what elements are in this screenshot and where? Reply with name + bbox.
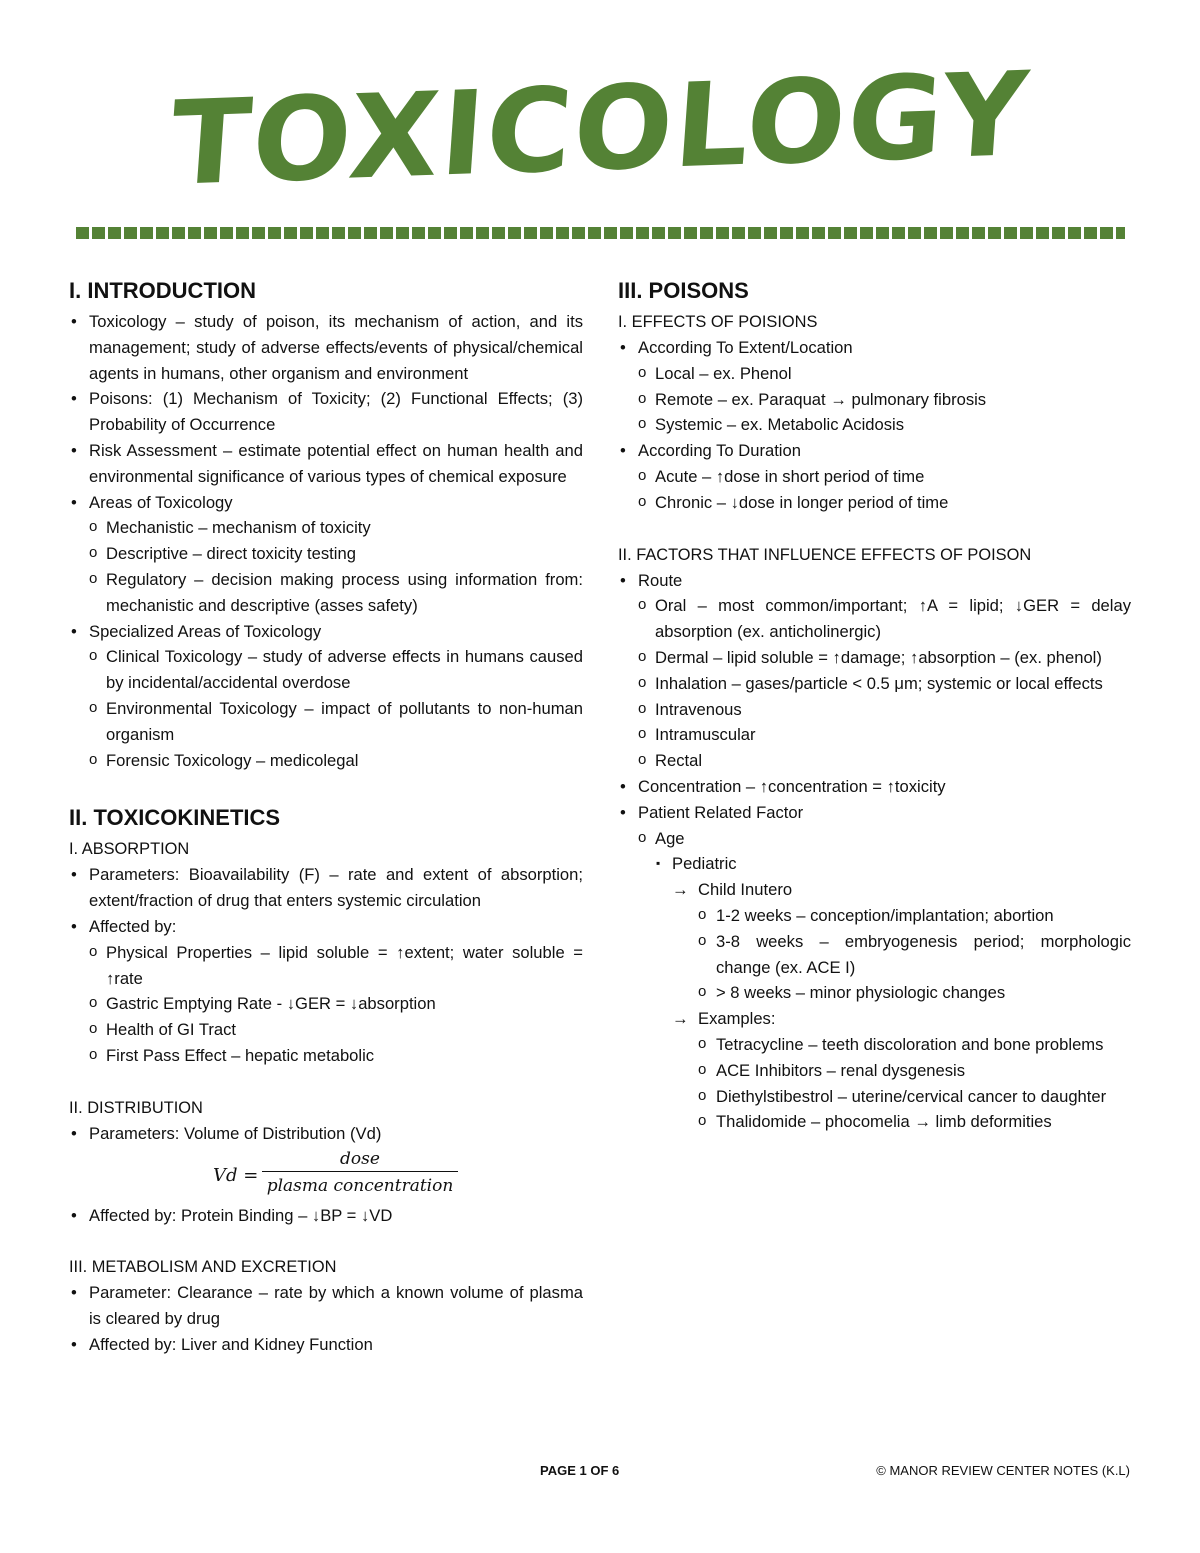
sub-list-item: o Systemic – ex. Metabolic Acidosis (618, 412, 1131, 438)
list-item: • According To Extent/Location (618, 335, 1131, 361)
page-title: TOXICOLOGY (166, 47, 1034, 212)
intro-heading: I. INTRODUCTION (69, 278, 256, 303)
sub-list-item: o Remote – ex. Paraquat → pulmonary fibrosis (618, 387, 1131, 413)
sub-list-item: o Inhalation – gases/particle < 0.5 μm; systemic or local effects (618, 671, 1131, 697)
intro-list (69, 309, 583, 773)
page-number: PAGE 1 OF 6 (540, 1463, 620, 1478)
sub-list-item: o Mechanistic – mechanism of toxicity (69, 515, 583, 541)
deep-list-item: o > 8 weeks – minor physiologic changes (618, 980, 1131, 1006)
arrow-list-item: → Examples: (618, 1006, 1131, 1032)
deep-list-item: o ACE Inhibitors – renal dysgenesis (618, 1058, 1131, 1084)
sub-list-item: o Intravenous (618, 697, 1131, 723)
sub-list-item: o Oral – most common/important; ↑A = lipid; ↓GER = delay absorption (ex. anticholinergic) (618, 593, 1131, 645)
sub-list-item: o Intramuscular (618, 722, 1131, 748)
list-item: • According To Duration (618, 438, 1131, 464)
list-item: • Poisons: (1) Mechanism of Toxicity; (2) Functional Effects; (3) Probability of Occurrence (69, 386, 583, 438)
sub-list-item: o Gastric Emptying Rate - ↓GER = ↓absorption (69, 991, 583, 1017)
list-item: • Parameters: Bioavailability (F) – rate and extent of absorption; extent/fraction of drug that enters systemic circulation (69, 862, 583, 914)
deep-list-item: o 1-2 weeks – conception/implantation; abortion (618, 903, 1131, 929)
list-item: • Patient Related Factor (618, 800, 1131, 826)
effects-list (618, 335, 1131, 516)
distribution-affected-list (69, 1203, 583, 1229)
sub-list-item: o First Pass Effect – hepatic metabolic (69, 1043, 583, 1069)
spacer (618, 516, 1131, 542)
sub-list-item: o Acute – ↑dose in short period of time (618, 464, 1131, 490)
distribution-list (69, 1121, 583, 1147)
sub-list-item: o Dermal – lipid soluble = ↑damage; ↑absorption – (ex. phenol) (618, 645, 1131, 671)
formula-numerator: dose (262, 1147, 458, 1172)
deep-list-item: o Tetracycline – teeth discoloration and bone problems (618, 1032, 1131, 1058)
spacer (69, 1069, 583, 1095)
metabolism-heading: III. METABOLISM AND EXCRETION (69, 1258, 337, 1277)
list-item: • Toxicology – study of poison, its mechanism of action, and its management; study of adverse effects/events of physical/chemical agents in humans, other organism and environment (69, 309, 583, 386)
formula-lhs: Vd = (213, 1164, 259, 1186)
deep-list-item: o Thalidomide – phocomelia → limb deformities (618, 1109, 1131, 1135)
deep-list-item: o Diethylstibestrol – uterine/cervical cancer to daughter (618, 1084, 1131, 1110)
toxicokinetics-heading: II. TOXICOKINETICS (69, 805, 281, 831)
absorption-heading: I. ABSORPTION (69, 840, 190, 859)
sub-sub-list-item: ▪ Pediatric (618, 851, 1131, 877)
list-item: • Affected by: Liver and Kidney Function (69, 1332, 583, 1358)
absorption-list (69, 862, 583, 1068)
sub-list-item: o Descriptive – direct toxicity testing (69, 541, 583, 567)
vd-formula (69, 1147, 583, 1203)
list-item: • Affected by: (69, 914, 583, 940)
left-column (69, 276, 583, 1358)
list-item: • Route (618, 568, 1131, 594)
formula-denominator: plasma concentration (266, 1175, 454, 1196)
sub-list-item: o Age (618, 826, 1131, 852)
footer-credit: © MANOR REVIEW CENTER NOTES (K.L) (876, 1463, 1130, 1478)
sub-list-item: o Environmental Toxicology – impact of pollutants to non-human organism (69, 696, 583, 748)
arrow-list-item: → Child Inutero (618, 877, 1131, 903)
sub-list-item: o Physical Properties – lipid soluble = ↑extent; water soluble = ↑rate (69, 940, 583, 992)
list-item: • Concentration – ↑concentration = ↑toxicity (618, 774, 1131, 800)
sub-list-item: o Forensic Toxicology – medicolegal (69, 748, 583, 774)
factors-heading: II. FACTORS THAT INFLUENCE EFFECTS OF POISON (618, 545, 1032, 564)
sub-list-item: o Chronic – ↓dose in longer period of time (618, 490, 1131, 516)
spacer (69, 773, 583, 803)
list-item: • Affected by: Protein Binding – ↓BP = ↓VD (69, 1203, 583, 1229)
list-item: • Parameters: Volume of Distribution (Vd) (69, 1121, 583, 1147)
list-item: • Risk Assessment – estimate potential effect on human health and environmental significance of various types of chemical exposure (69, 438, 583, 490)
sub-list-item: o Regulatory – decision making process using information from: mechanistic and descriptive (asses safety) (69, 567, 583, 619)
spacer (69, 1228, 583, 1254)
poisons-heading: III. POISONS (618, 278, 749, 303)
list-item: • Areas of Toxicology (69, 490, 583, 516)
metabolism-list (69, 1280, 583, 1357)
sub-list-item: o Clinical Toxicology – study of adverse effects in humans caused by incidental/accidental overdose (69, 644, 583, 696)
sub-list-item: o Rectal (618, 748, 1131, 774)
title-divider (76, 227, 1125, 239)
effects-heading: I. EFFECTS OF POISIONS (618, 313, 818, 331)
sub-list-item: o Local – ex. Phenol (618, 361, 1131, 387)
list-item: • Parameter: Clearance – rate by which a known volume of plasma is cleared by drug (69, 1280, 583, 1332)
formula-fraction (262, 1147, 458, 1200)
list-item: • Specialized Areas of Toxicology (69, 619, 583, 645)
deep-list-item: o 3-8 weeks – embryogenesis period; morphologic change (ex. ACE I) (618, 929, 1131, 981)
sub-list-item: o Health of GI Tract (69, 1017, 583, 1043)
right-column (618, 276, 1131, 1135)
factors-list (618, 568, 1131, 1136)
distribution-heading: II. DISTRIBUTION (69, 1098, 203, 1117)
